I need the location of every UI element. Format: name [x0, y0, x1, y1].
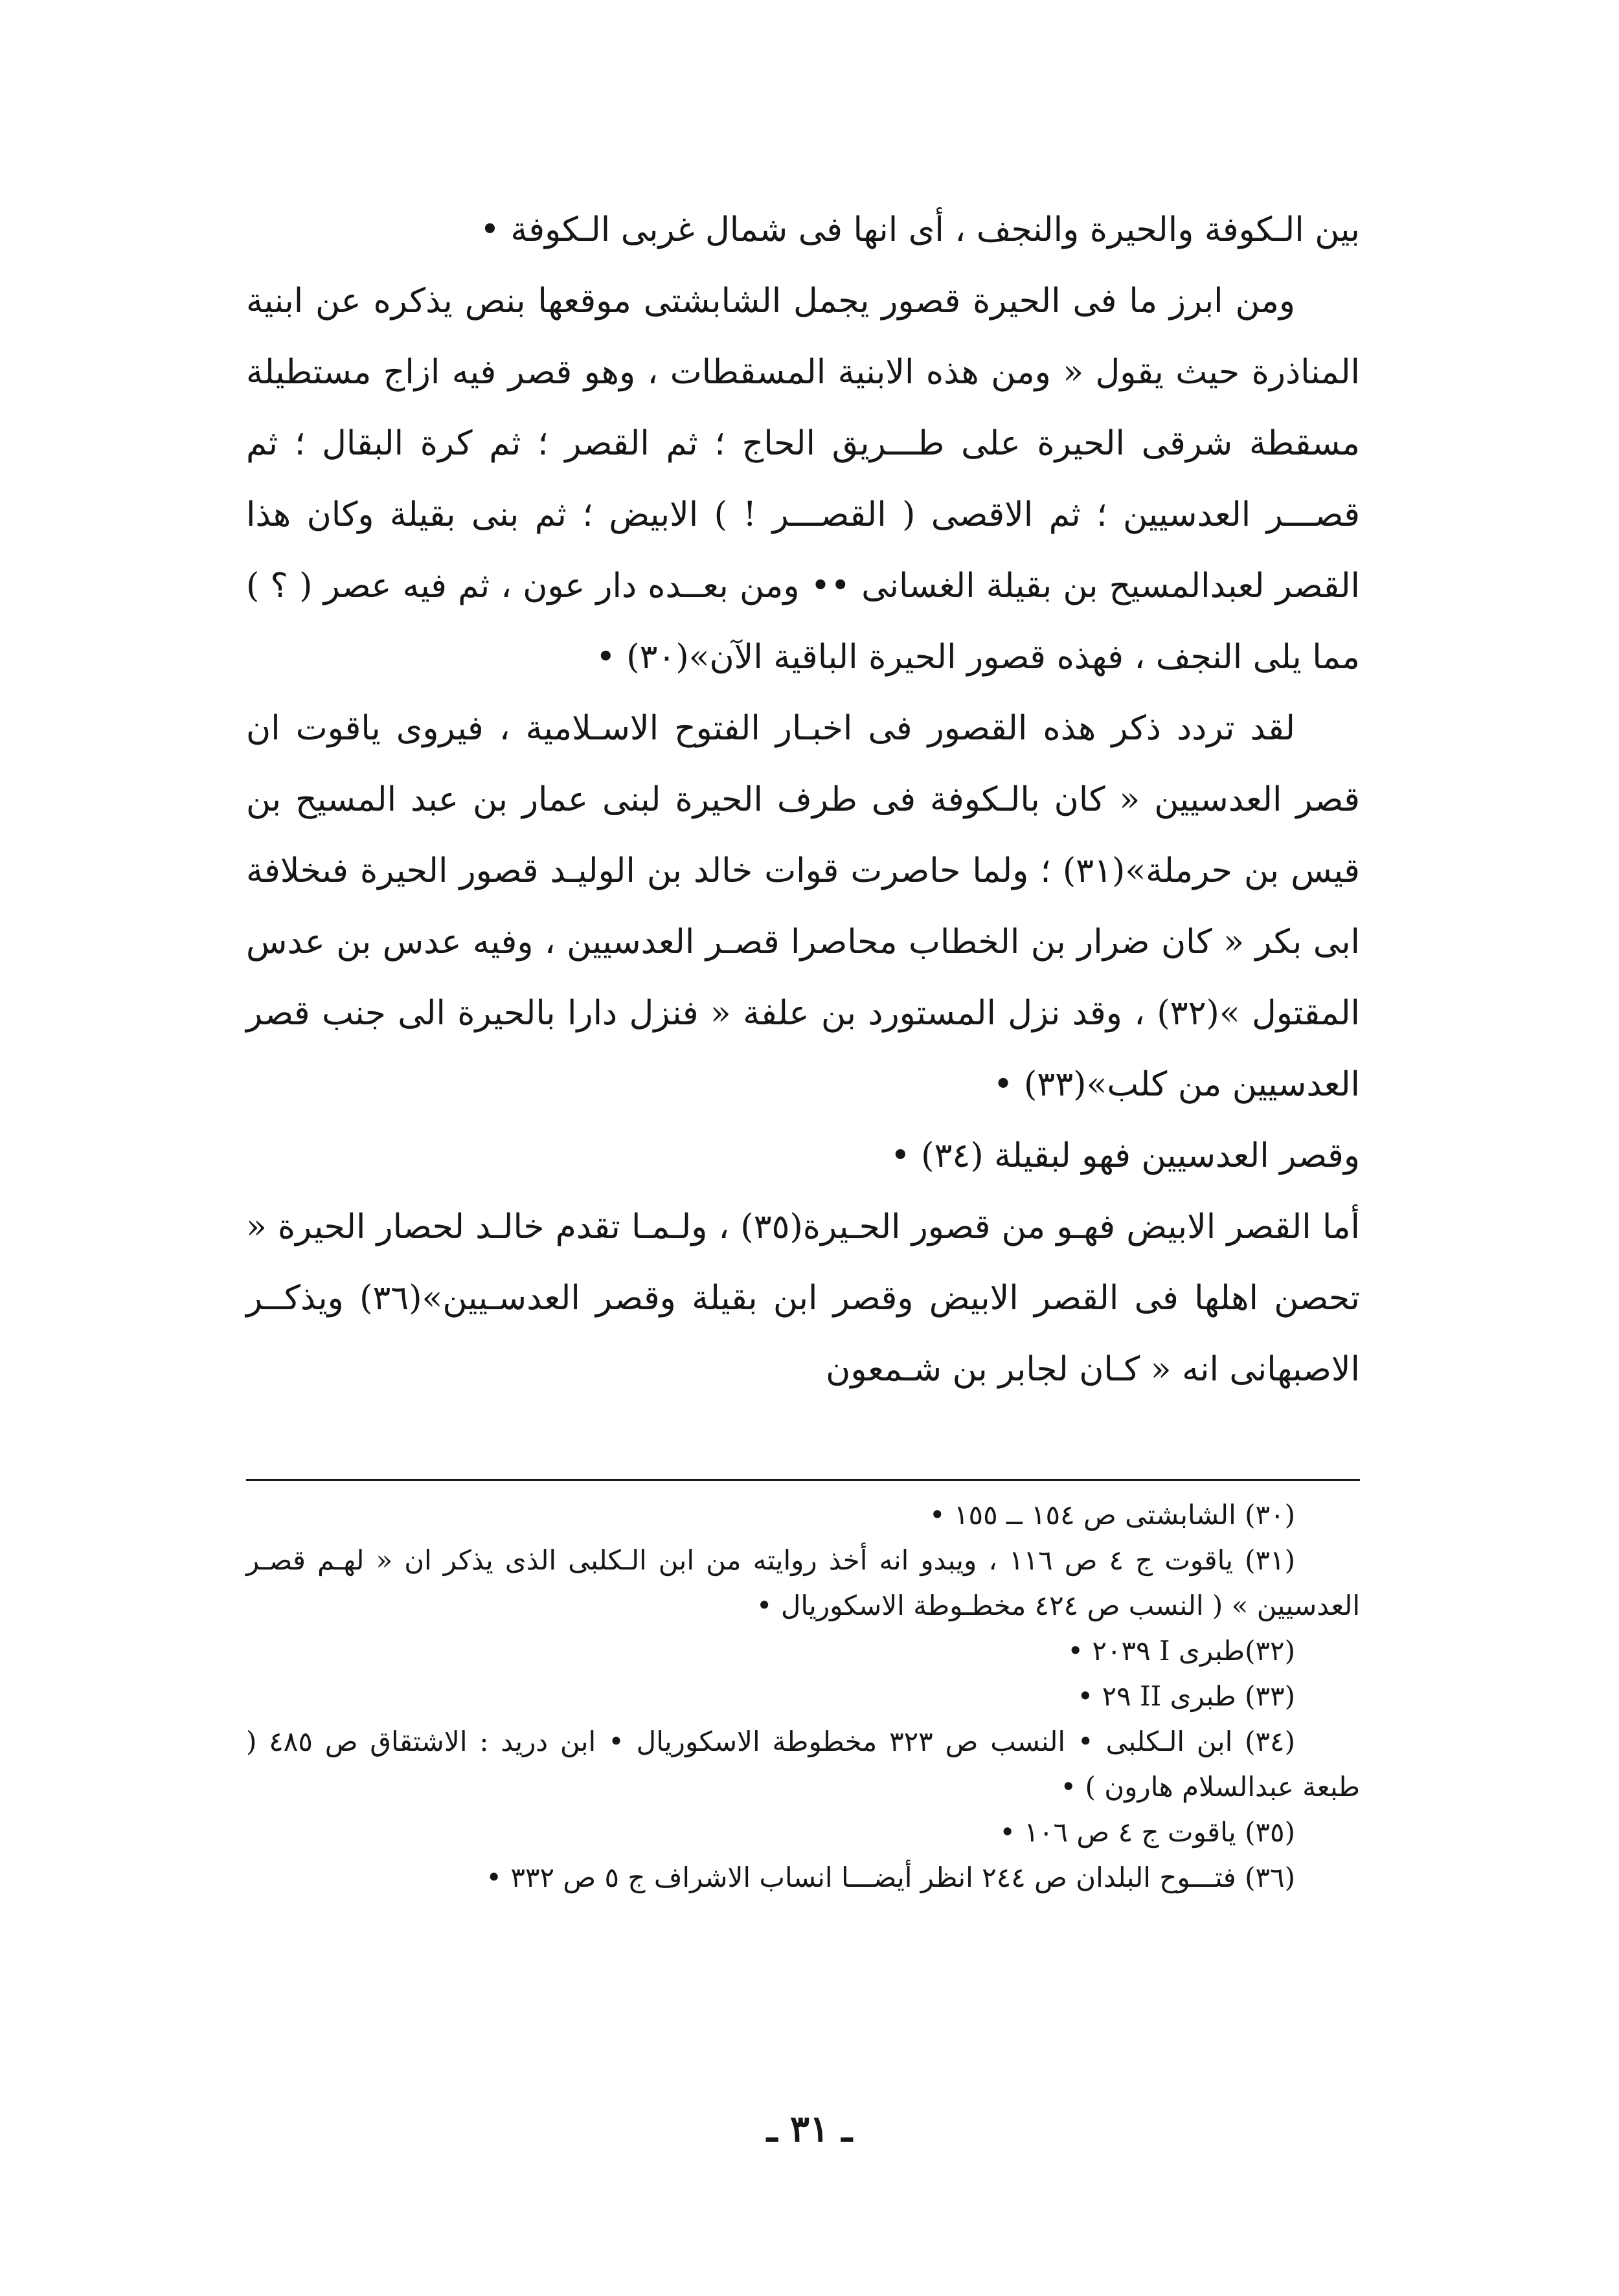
footnote: (٣٥) ياقوت ج ٤ ص ١٠٦ • [999, 1816, 1295, 1848]
footnote: (٣٢)طبرى I ٢٠٣٩ • [1067, 1635, 1295, 1667]
footnotes [246, 1492, 1360, 1900]
footnote: (٣٤) ابن الـكلبى • النسب ص ٣٢٣ مخطوطة الاسكوريال • ابن دريد : الاشتقاق ص ٤٨٥ ( طبعة عبدالسلام هارون ) • [246, 1726, 1360, 1803]
body-paragraph: أما القصر الابيض فهـو من قصور الحـيرة(٣٥) ، ولـمـا تقدم خالـد لحصار الحيرة « تحصن اهلها فى القصر الابيض وقصر ابن بقيلة وقصر العدسـيين»(٣٦) ويذكــر الاصبهانى انه « كـان لجابر بن شـمعون [246, 1208, 1360, 1389]
footnote: (٣٠) الشابشتى ص ١٥٤ ــ ١٥٥ • [929, 1499, 1295, 1531]
footnote: (٣١) ياقوت ج ٤ ص ١١٦ ، ويبدو انه أخذ روايته من ابن الـكلبى الذى يذكر ان « لهـم قصـر العدسيين » ( النسب ص ٤٢٤ مخطـوطة الاسكوريال • [246, 1544, 1360, 1621]
body-paragraph: لقد تردد ذكر هذه القصور فى اخبـار الفتوح الاسـلامية ، فيروى ياقوت ان قصر العدسيين « كان بالـكوفة فى طرف الحيرة لبنى عمار بن عبد المسيح بن قيس بن حرملة»(٣١) ؛ ولما حاصرت قوات خالد بن الوليـد قصور الحيرة فىخلافة ابى بكر « كان ضرار بن الخطاب محاصرا قصـر العدسيين ، وفيه عدس بن عدس المقتول »(٣٢) ، وقد نزل المستورد بن علفة « فنزل دارا بالحيرة الى جنب قصر العدسيين من كلب»(٣٣) • [246, 709, 1360, 1104]
footnote: (٣٦) فتـــوح البلدان ص ٢٤٤ انظر أيضـــا انساب الاشراف ج ٥ ص ٣٣٢ • [486, 1862, 1295, 1893]
body-paragraph: وقصر العدسيين فهو لبقيلة (٣٤) • [890, 1136, 1360, 1175]
footnote-divider [246, 1479, 1360, 1481]
body-paragraph: ومن ابرز ما فى الحيرة قصور يجمل الشابشتى موقعها بنص يذكره عن ابنية المناذرة حيث يقول « ومن هذه الابنية المسقطات ، وهو قصر فيه ازاج مستطيلة مسقطة شرقى الحيرة على طـــريق الحاج ؛ ثم القصر ؛ ثم كرة البقال ؛ ثم قصـــر العدسيين ؛ ثم الاقصى ( القصـــر ! ) الابيض ؛ ثم بنى بقيلة وكان هذا القصر لعبدالمسيح بن بقيلة الغسانى •• ومن بعــده دار عون ، ثم فيه عصر ( ؟ ) مما يلى النجف ، فهذه قصور الحيرة الباقية الآن»(٣٠) • [246, 282, 1360, 677]
page-number: ـ ٣١ ـ [767, 2108, 852, 2150]
body-paragraph: بين الـكوفة والحيرة والنجف ، أى انها فى شمال غربى الـكوفة • [480, 210, 1360, 249]
footnote: (٣٣) طبرى II ٢٩ • [1077, 1680, 1295, 1712]
main-text [246, 194, 1360, 1405]
